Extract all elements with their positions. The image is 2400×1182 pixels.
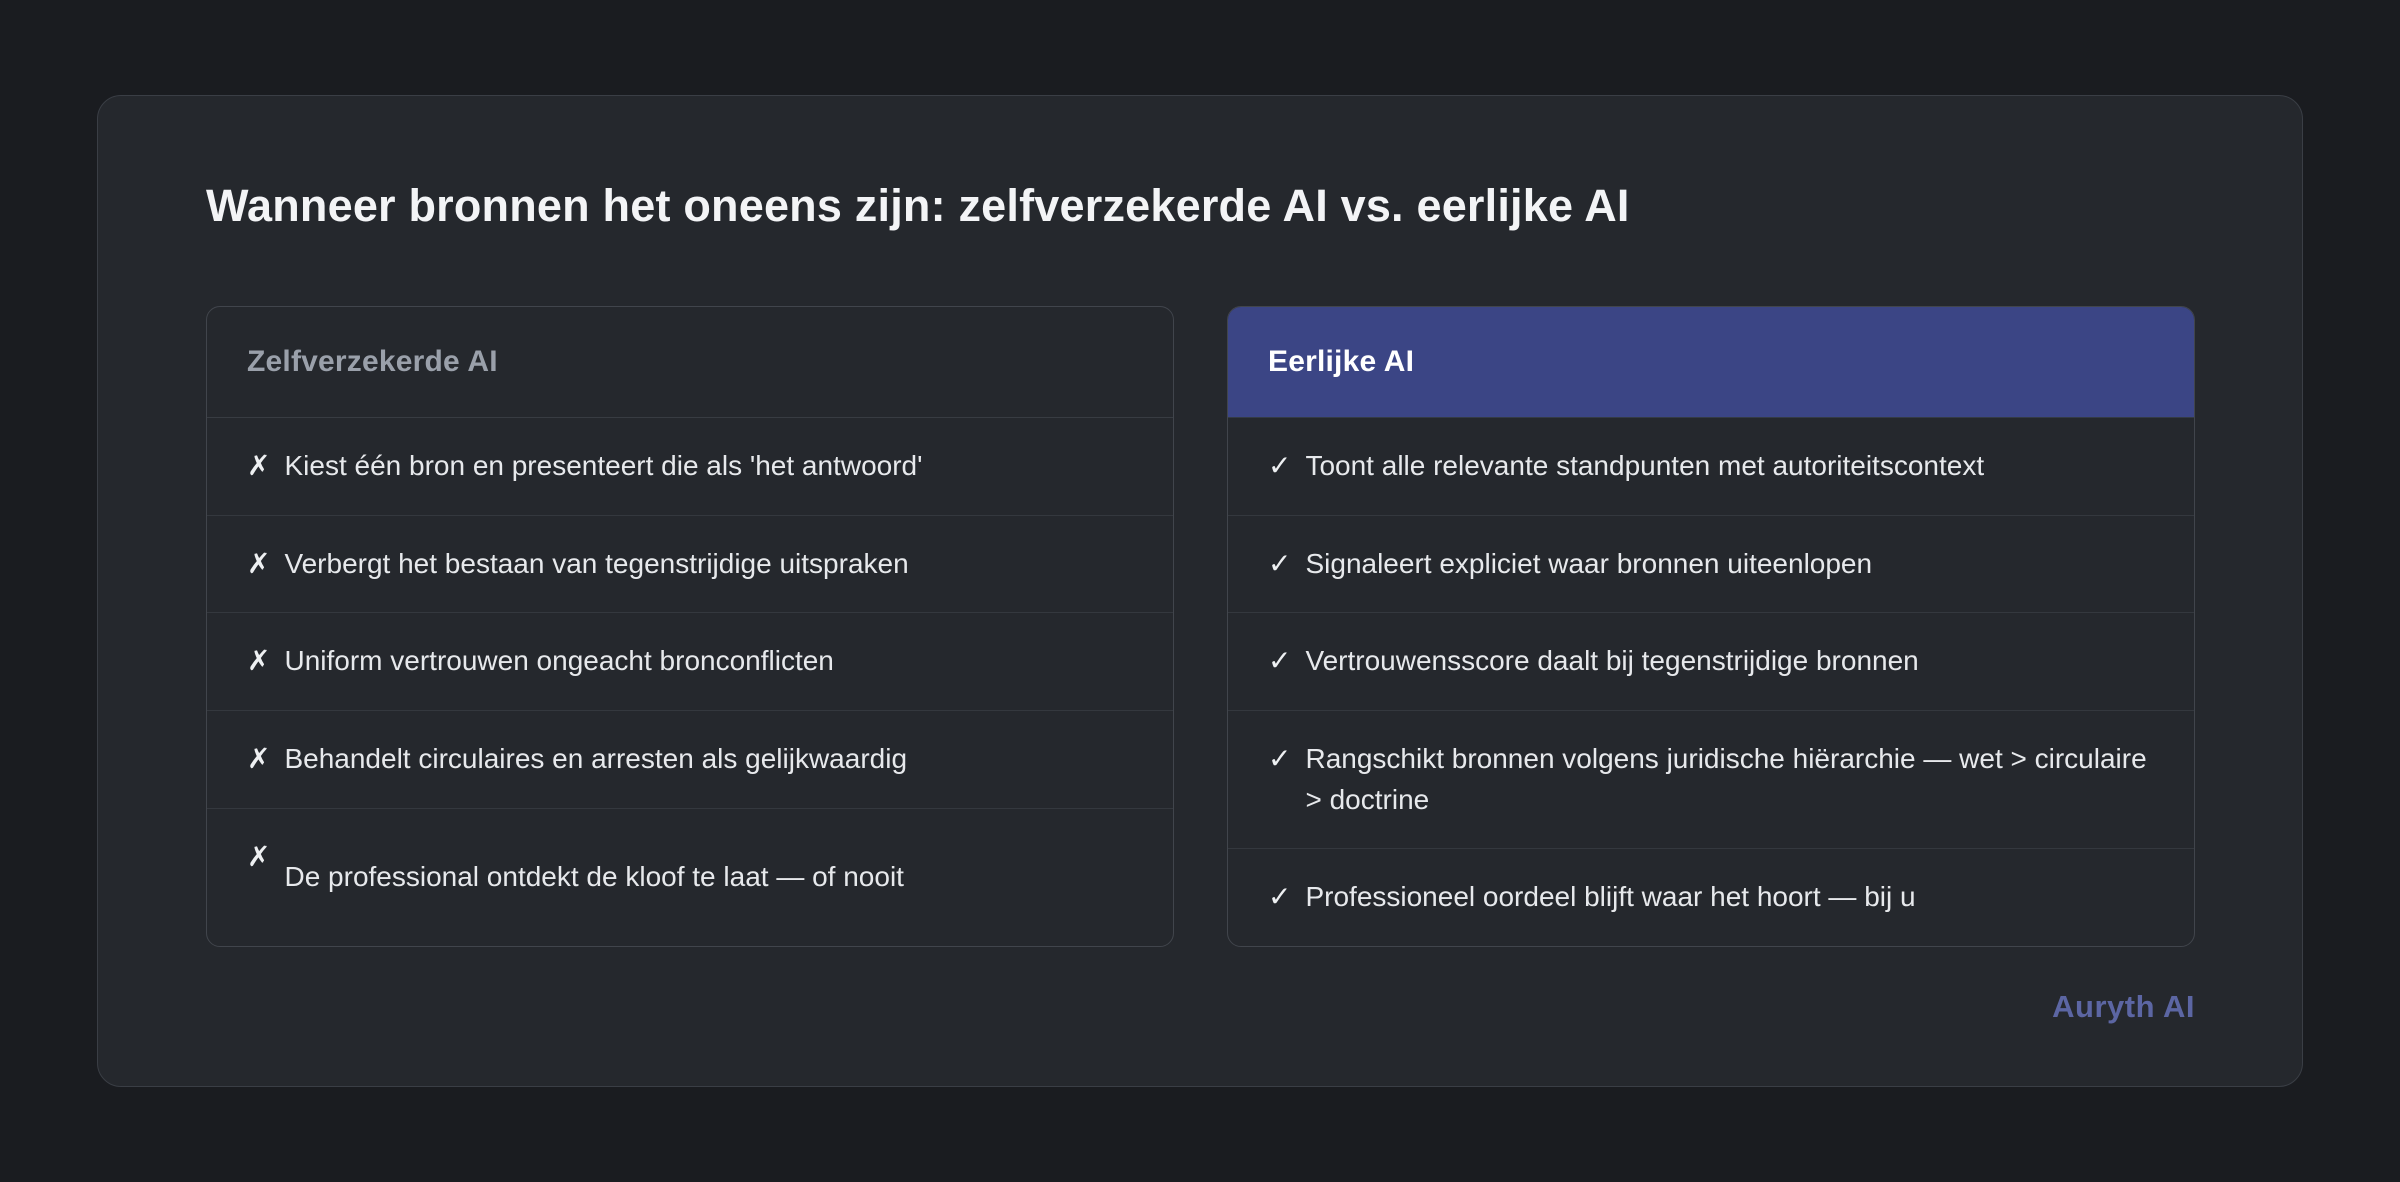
table-row (207, 516, 1173, 614)
x-mark-icon: ✗ (247, 450, 271, 482)
row-label: Professioneel oordeel blijft waar het hoort — bij u (1305, 881, 1916, 913)
row-label: Signaleert expliciet waar bronnen uiteenlopen (1305, 547, 1873, 579)
table-row (207, 418, 1173, 516)
comparison-columns (206, 306, 2195, 947)
honest-ai-table (1227, 306, 2195, 947)
table-row (207, 809, 1173, 946)
comparison-card (97, 95, 2303, 1087)
x-mark-icon: ✗ (247, 840, 271, 872)
table-row (1228, 711, 2194, 849)
table-row (1228, 516, 2194, 614)
check-mark-icon: ✓ (1268, 881, 1292, 913)
check-mark-icon: ✓ (1268, 450, 1292, 482)
check-mark-icon: ✓ (1268, 547, 1292, 579)
row-label: Toont alle relevante standpunten met autoriteitscontext (1305, 450, 1985, 482)
row-label: Uniform vertrouwen ongeacht bronconflicten (284, 645, 834, 677)
table-row (1228, 613, 2194, 711)
row-label: Behandelt circulaires en arresten als gelijkwaardig (284, 743, 908, 775)
confident-ai-table (206, 306, 1174, 947)
x-mark-icon: ✗ (247, 645, 271, 677)
row-label: Vertrouwensscore daalt bij tegenstrijdige bronnen (1305, 645, 1919, 677)
confident-ai-header: Zelfverzekerde AI (207, 307, 1173, 418)
row-label: De professional ontdekt de kloof te laat — of nooit (284, 860, 904, 892)
page-title: Wanneer bronnen het oneens zijn: zelfverzekerde AI vs. eerlijke AI (206, 180, 1630, 231)
row-label: Kiest één bron en presenteert die als 'het antwoord' (284, 450, 923, 482)
check-mark-icon: ✓ (1268, 743, 1292, 775)
table-row (1228, 849, 2194, 946)
brand-label: Auryth AI (2052, 988, 2195, 1024)
row-label: Rangschikt bronnen volgens juridische hiërarchie — wet > circulaire > doctrine (1305, 743, 2147, 815)
table-row (1228, 418, 2194, 516)
x-mark-icon: ✗ (247, 743, 271, 775)
x-mark-icon: ✗ (247, 547, 271, 579)
honest-ai-header: Eerlijke AI (1228, 307, 2194, 418)
table-row (207, 711, 1173, 809)
table-row (207, 613, 1173, 711)
check-mark-icon: ✓ (1268, 645, 1292, 677)
row-label: Verbergt het bestaan van tegenstrijdige uitspraken (284, 547, 909, 579)
